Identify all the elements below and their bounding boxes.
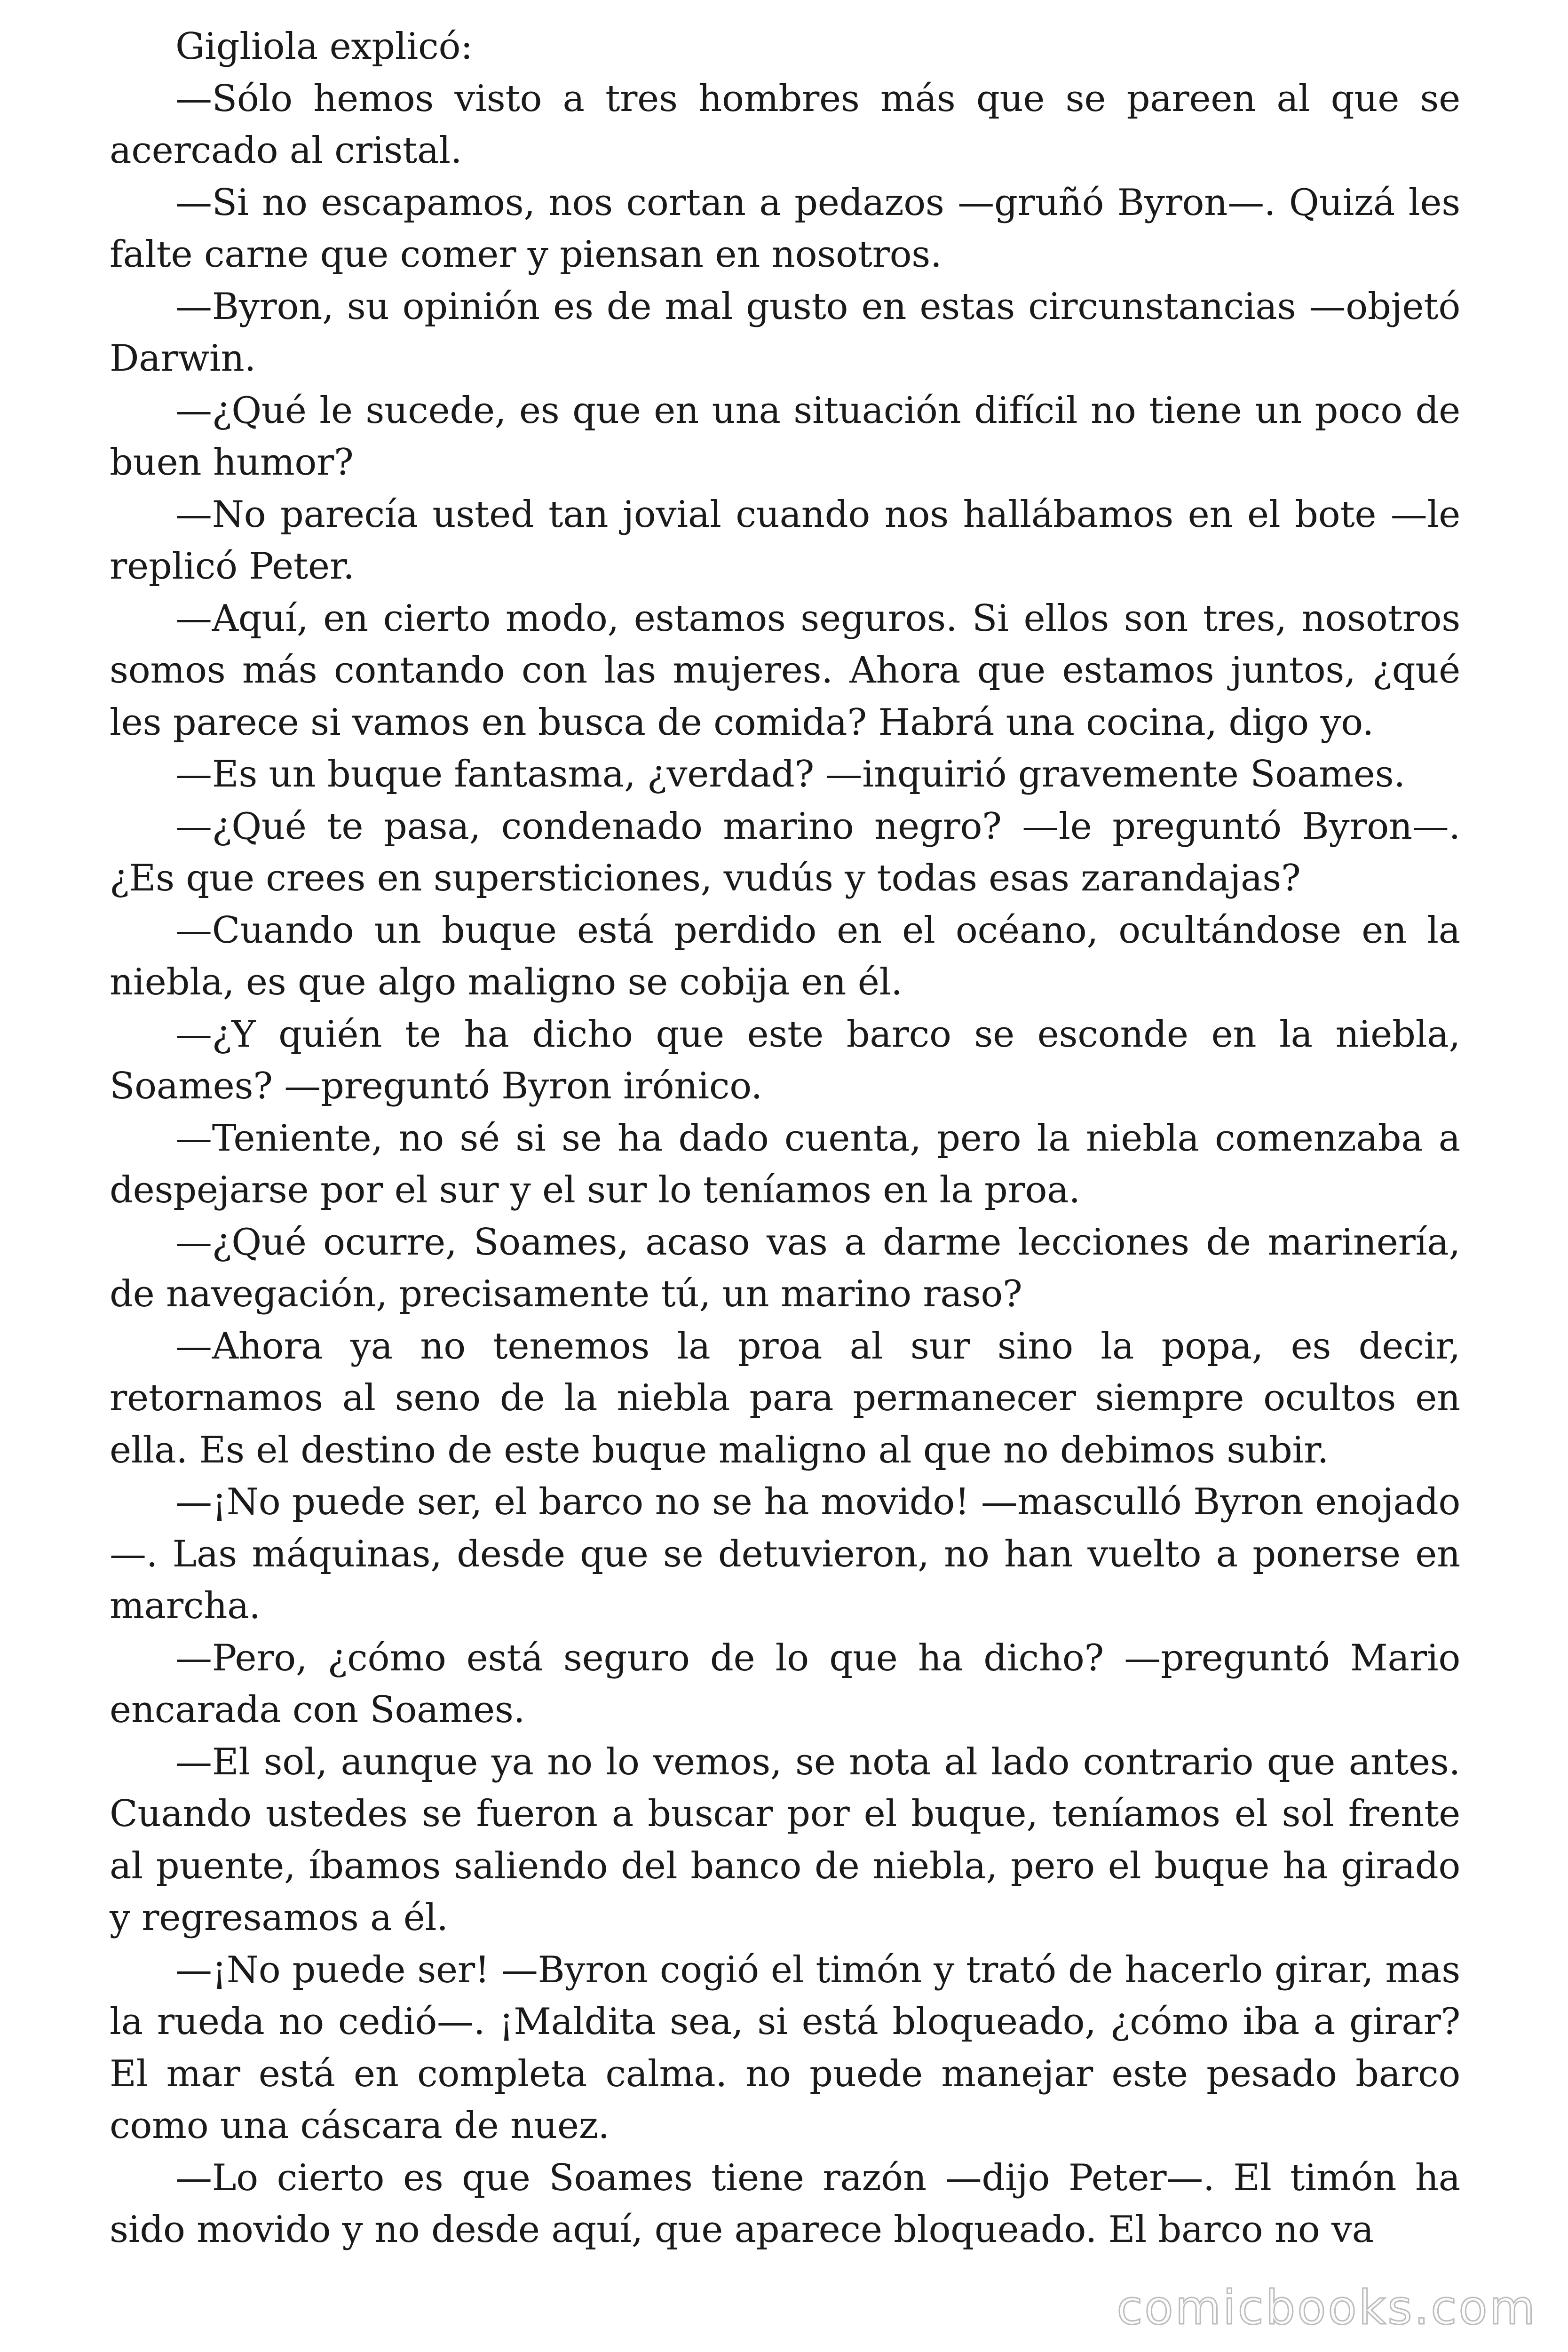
paragraph: —¿Y quién te ha dicho que este barco se esconde en la niebla, Soames? —preguntó Byron irónico. bbox=[110, 1013, 1460, 1107]
paragraph: —¿Qué le sucede, es que en una situación difícil no tiene un poco de buen humor? bbox=[110, 389, 1460, 484]
paragraph: —Aquí, en cierto modo, estamos seguros. Si ellos son tres, nosotros somos más contando con las mujeres. Ahora que estamos juntos, ¿qué les parece si vamos en busca de comida? Habrá una cocina, digo yo. bbox=[110, 597, 1460, 744]
paragraph: —¡No puede ser, el barco no se ha movido! —masculló Byron enojado—. Las máquinas, desde que se detuvieron, no han vuelto a ponerse en marcha. bbox=[110, 1481, 1460, 1627]
paragraph: —Si no escapamos, nos cortan a pedazos —gruñó Byron—. Quizá les falte carne que comer y piensan en nosotros. bbox=[110, 181, 1460, 276]
paragraph: —Byron, su opinión es de mal gusto en estas circunstancias —objetó Darwin. bbox=[110, 285, 1460, 380]
paragraph: —No parecía usted tan jovial cuando nos hallábamos en el bote —le replicó Peter. bbox=[110, 493, 1460, 588]
paragraph: —El sol, aunque ya no lo vemos, se nota al lado contrario que antes. Cuando ustedes se fueron a buscar por el buque, teníamos el sol frente al puente, íbamos saliendo del banco de niebla, pero el buque ha girado y regresamos a él. bbox=[110, 1740, 1460, 1939]
paragraph: —¿Qué ocurre, Soames, acaso vas a darme lecciones de marinería, de navegación, precisamente tú, un marino raso? bbox=[110, 1221, 1460, 1315]
paragraph: —¿Qué te pasa, condenado marino negro? —le preguntó Byron—. ¿Es que crees en supersticiones, vudús y todas esas zarandajas? bbox=[110, 805, 1460, 899]
page-text bbox=[110, 21, 1460, 2256]
paragraph: —Ahora ya no tenemos la proa al sur sino la popa, es decir, retornamos al seno de la niebla para permanecer siempre ocultos en ella. Es el destino de este buque maligno al que no debimos subir. bbox=[110, 1325, 1460, 1471]
paragraph: —Pero, ¿cómo está seguro de lo que ha dicho? —preguntó Mario encarada con Soames. bbox=[110, 1637, 1460, 1731]
paragraph: Gigliola explicó: bbox=[175, 25, 473, 68]
paragraph: —Sólo hemos visto a tres hombres más que se pareen al que se acercado al cristal. bbox=[110, 77, 1460, 172]
paragraph: —Cuando un buque está perdido en el océano, ocultándose en la niebla, es que algo maligno se cobija en él. bbox=[110, 909, 1460, 1003]
paragraph: —Es un buque fantasma, ¿verdad? —inquirió gravemente Soames. bbox=[175, 753, 1405, 795]
watermark: comicbooks.com bbox=[1117, 2280, 1537, 2335]
paragraph: —¡No puede ser! —Byron cogió el timón y trató de hacerlo girar, mas la rueda no cedió—. ¡Maldita sea, si está bloqueado, ¿cómo iba a girar? El mar está en completa calma. no puede manejar este pesado barco como una cáscara de nuez. bbox=[110, 1948, 1460, 2147]
paragraph: —Lo cierto es que Soames tiene razón —dijo Peter—. El timón ha sido movido y no desde aquí, que aparece bloqueado. El barco no va bbox=[110, 2156, 1460, 2251]
paragraph: —Teniente, no sé si se ha dado cuenta, pero la niebla comenzaba a despejarse por el sur y el sur lo teníamos en la proa. bbox=[110, 1117, 1460, 1211]
